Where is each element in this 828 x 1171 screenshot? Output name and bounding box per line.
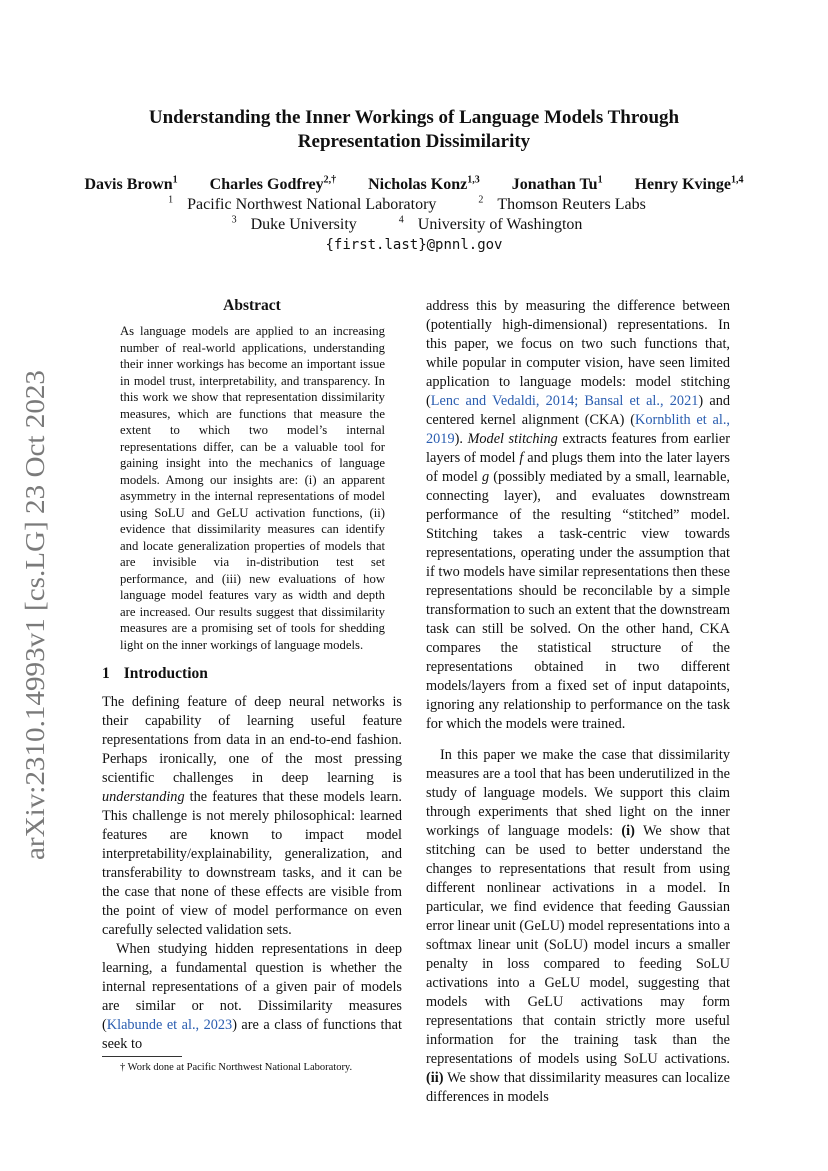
author: Henry Kvinge$^{1,4}$ — [634, 174, 744, 193]
author-list — [60, 175, 768, 195]
contact-email: {first.last}@pnnl.gov — [325, 237, 503, 253]
footnote: † Work done at Pacific Northwest National Laboratory. — [120, 1062, 353, 1073]
intro-paragraph-2: When studying hidden representations in deep learning, a fundamental question is whether the internal representations of a given pair of models are similar or not. Dissimilarity measures (Klabunde et al., 2023) are a class of functions that seek to — [102, 941, 402, 1052]
affiliations-line-1 — [60, 195, 768, 215]
abstract-text: As language models are applied to an increasing number of real-world applications, understanding their inner workings has become an important issue in model trust, interpretability, and transparency. In this work we show that representation dissimilarity measures, which are functions that measure the extent to which two model’s internal representations differ, can be a valuable tool for gaining insight into the mechanics of language models. Among our insights are: (i) an apparent asymmetry in the internal representations of model using SoLU and GeLU activation functions, (ii) evidence that dissimilarity measures can identify and locate generalization properties of models that are invisible via in-distribution test set performance, and (iii) new evaluations of how language model features vary as width and depth are increased. Our results suggest that dissimilarity measures are a promising set of tools for shedding light on the inner workings of language models. — [120, 324, 385, 652]
author: Nicholas Konz$^{1,3}$ — [368, 174, 480, 193]
citation-link[interactable]: Klabunde et al., 2023 — [106, 1017, 233, 1033]
affiliation: $^4$ University of Washington — [398, 214, 583, 233]
title-line-1: Understanding the Inner Workings of Language Models Through — [148, 107, 680, 128]
left-column — [102, 297, 402, 1074]
citation-link[interactable]: Lenc and Vedaldi, 2014; Bansal et al., 2021 — [430, 393, 699, 409]
arxiv-identifier: arXiv:2310.14993v1 [cs.LG] 23 Oct 2023 — [20, 405, 50, 860]
intro-paragraph-4: In this paper we make the case that dissimilarity measures are a tool that has been underutilized in the study of language models. We support this claim through experiments that shed light on the inner workings of language models: (i) We show that stitching can be used to better understand the changes to representations that result from using different nonlinear activations in a model. In particular, we find evidence that feeding Gaussian error linear unit (GeLU) model representations into a softmax linear unit (SoLU) model incurs a smaller penalty in loss compared to feeding SoLU activations into a GeLU model, suggesting that models with GeLU activations may form representations that contain strictly more useful information for the training task than the representations of models using SoLU activations. (ii) We show that dissimilarity measures can localize differences in models — [426, 747, 730, 1105]
author: Jonathan Tu$^1$ — [511, 174, 603, 193]
title-line-2: Representation Dissimilarity — [297, 131, 531, 152]
author: Davis Brown$^1$ — [84, 174, 178, 193]
section-title: Introduction — [123, 665, 208, 682]
author: Charles Godfrey$^{2,\dagger}$ — [209, 174, 337, 193]
section-number: 1 — [102, 665, 110, 682]
right-column — [426, 297, 730, 1107]
affiliation: $^3$ Duke University — [231, 214, 357, 233]
abstract-heading: Abstract — [223, 297, 281, 314]
citation-link[interactable]: Kornblith et al., 2019 — [426, 412, 730, 447]
intro-paragraph-1: The defining feature of deep neural networks is their capability of learning useful feature representations from data in an end-to-end fashion. Perhaps ironically, one of the most pressing scientific challenges in deep learning is understanding the features that these models learn. This challenge is not merely philosophical: learned features are known to impact model interpretability/explainability, generalization, and transferability to downstream tasks, and it can be the case that none of these effects are visible from the point of view of model performance on even carefully selected validation sets. — [102, 694, 402, 938]
footnote-rule — [102, 1056, 182, 1057]
intro-paragraph-3: address this by measuring the difference between (potentially high-dimensional) representations. In this paper, we focus on two such functions that, while popular in computer vision, have seen limited application to language models: model stitching (Lenc and Vedaldi, 2014; Bansal et al., 2021) and centered kernel alignment (CKA) (Kornblith et al., 2019). Model stitching extracts features from earlier layers of model f and plugs them into the later layers of model g (possibly mediated by a small, learnable, connecting layer), and evaluates downstream performance of the resulting “stitched” model. Stitching takes a task-centric view towards representations, operating under the assumption that if two models have similar representations then these representations should be reconcilable by a simple transformation to such an extent that the downstream task can still be solved. On the other hand, CKA compares the statistical structure of the representations obtained in two different models/layers from a fixed set of input datapoints, ignoring any relationship to performance on the task for which the models were trained. — [426, 298, 730, 732]
affiliation: $^1$ Pacific Northwest National Laboratory — [168, 194, 437, 213]
section-heading-introduction — [102, 665, 402, 683]
affiliations-line-2 — [60, 215, 768, 235]
arxiv-stamp — [16, 360, 56, 860]
affiliation: $^2$ Thomson Reuters Labs — [478, 194, 646, 213]
paper-title — [100, 106, 728, 154]
author-block — [60, 175, 768, 255]
